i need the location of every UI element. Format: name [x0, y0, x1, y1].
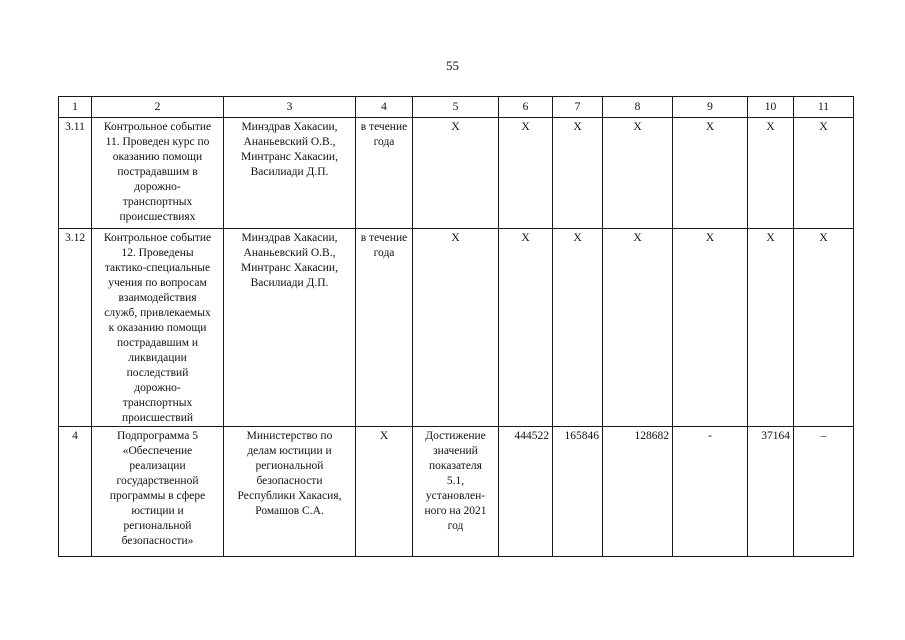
- deadline: Х: [356, 427, 413, 557]
- table-cell: Х: [673, 229, 748, 427]
- responsible: Минздрав Хакасии, Ананьевский О.В., Минтранс Хакасии, Василиади Д.П.: [224, 229, 356, 427]
- row-number: 3.11: [59, 118, 92, 229]
- expected-result: Х: [413, 229, 499, 427]
- deadline: в течение года: [356, 229, 413, 427]
- event-name: Контрольное событие 11. Проведен курс по оказанию помощи пострадавшим в дорожно- транспортных происшествиях: [92, 118, 224, 229]
- column-header: 4: [356, 97, 413, 118]
- column-header: 7: [553, 97, 603, 118]
- table-row: [59, 427, 854, 557]
- column-header: 9: [673, 97, 748, 118]
- funding-value: 37164: [748, 427, 794, 557]
- table-row: [59, 118, 854, 229]
- table-header-row: [59, 97, 854, 118]
- table-cell: Х: [673, 118, 748, 229]
- plan-table: [58, 96, 854, 557]
- column-header: 2: [92, 97, 224, 118]
- subprogram-name: Подпрограмма 5 «Обеспечение реализации государственной программы в сфере юстиции и региональной безопасности»: [92, 427, 224, 557]
- row-number: 3.12: [59, 229, 92, 427]
- column-header: 6: [499, 97, 553, 118]
- responsible: Минздрав Хакасии, Ананьевский О.В., Минтранс Хакасии, Василиади Д.П.: [224, 118, 356, 229]
- column-header: 1: [59, 97, 92, 118]
- expected-result: Х: [413, 118, 499, 229]
- table-cell: Х: [748, 229, 794, 427]
- table-cell: Х: [794, 229, 854, 427]
- funding-value: 128682: [603, 427, 673, 557]
- deadline: в течение года: [356, 118, 413, 229]
- column-header: 10: [748, 97, 794, 118]
- table-cell: Х: [603, 229, 673, 427]
- row-number: 4: [59, 427, 92, 557]
- table-cell: Х: [748, 118, 794, 229]
- event-name: Контрольное событие 12. Проведены тактико-специальные учения по вопросам взаимодействия служб, привлекаемых к оказанию помощи пострадавшим и ликвидации последствий дорожно- транспортных происшествий: [92, 229, 224, 427]
- page-number: 55: [446, 58, 459, 73]
- column-header: 8: [603, 97, 673, 118]
- table-cell: Х: [553, 229, 603, 427]
- table-cell: Х: [499, 118, 553, 229]
- funding-value: –: [794, 427, 854, 557]
- table-cell: Х: [553, 118, 603, 229]
- table-cell: Х: [603, 118, 673, 229]
- table-cell: Х: [794, 118, 854, 229]
- column-header: 5: [413, 97, 499, 118]
- responsible: Министерство по делам юстиции и региональной безопасности Республики Хакасия, Ромашов С.А.: [224, 427, 356, 557]
- table-row: [59, 229, 854, 427]
- table-cell: Х: [499, 229, 553, 427]
- funding-value: 165846: [553, 427, 603, 557]
- funding-value: -: [673, 427, 748, 557]
- column-header: 11: [794, 97, 854, 118]
- expected-result: Достижение значений показателя 5.1, установлен- ного на 2021 год: [413, 427, 499, 557]
- column-header: 3: [224, 97, 356, 118]
- funding-value: 444522: [499, 427, 553, 557]
